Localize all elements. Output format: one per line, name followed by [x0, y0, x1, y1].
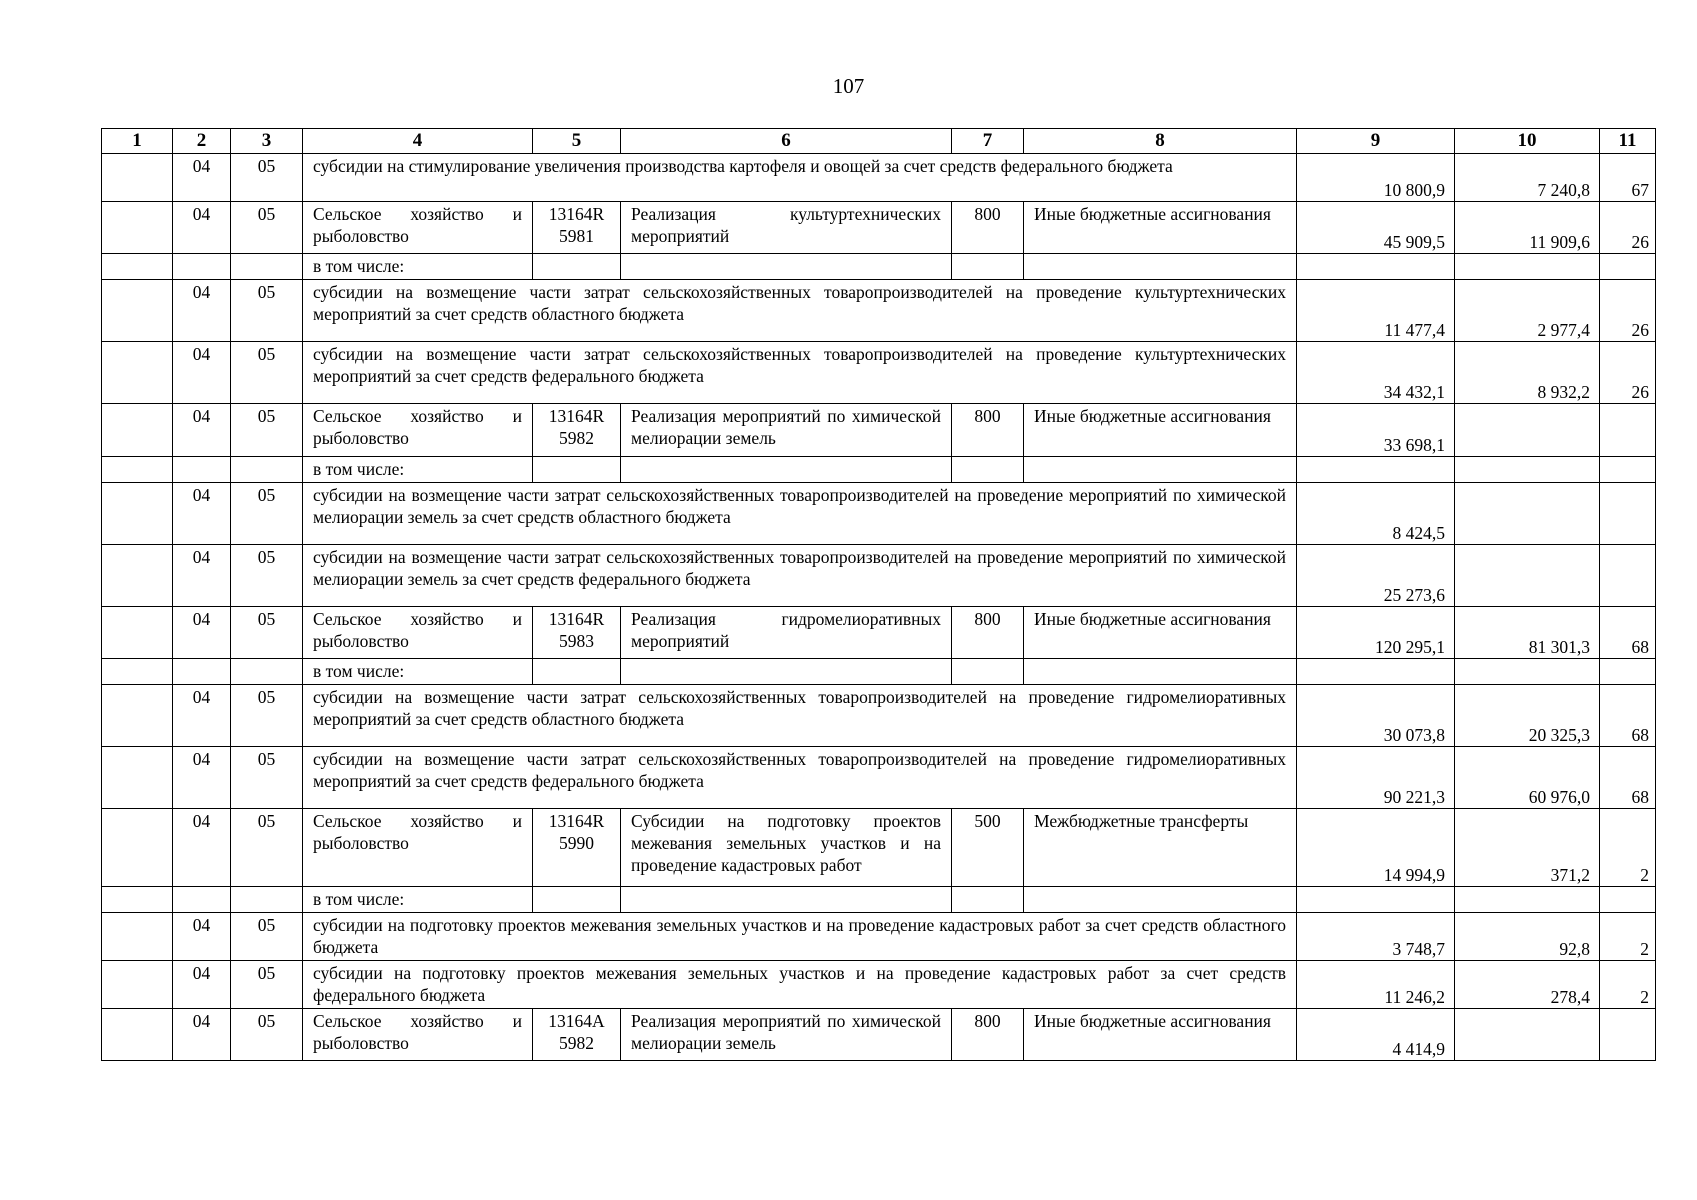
amount-col9: 33 698,1	[1297, 404, 1455, 457]
value-col11	[1600, 483, 1656, 545]
including-label: в том числе:	[303, 254, 533, 280]
value-col11: 68	[1600, 607, 1656, 659]
column-header-10: 10	[1455, 129, 1600, 154]
section-name: Сельское хозяйство и рыболовство	[303, 809, 533, 887]
expense-type-name: Иные бюджетные ассигнования	[1024, 404, 1297, 457]
cell-col9	[1297, 887, 1455, 913]
cell-col1	[102, 659, 173, 685]
cell-col7	[952, 659, 1024, 685]
section-name: Сельское хозяйство и рыболовство	[303, 1009, 533, 1061]
amount-col9: 45 909,5	[1297, 202, 1455, 254]
cell-col11	[1600, 457, 1656, 483]
value-col11: 26	[1600, 280, 1656, 342]
subsection-code: 05	[231, 545, 303, 607]
section-code: 04	[173, 280, 231, 342]
table-row	[102, 202, 1656, 254]
amount-col9: 10 800,9	[1297, 154, 1455, 202]
section-code: 04	[173, 483, 231, 545]
amount-col10: 60 976,0	[1455, 747, 1600, 809]
amount-col9: 30 073,8	[1297, 685, 1455, 747]
value-col11: 2	[1600, 809, 1656, 887]
expense-type-code: 500	[952, 809, 1024, 887]
cell-col1	[102, 254, 173, 280]
cell-subsection	[231, 887, 303, 913]
table-row	[102, 457, 1656, 483]
section-name: Сельское хозяйство и рыболовство	[303, 202, 533, 254]
cell-section	[173, 254, 231, 280]
subsidy-description: субсидии на возмещение части затрат сельскохозяйственных товаропроизводителей на проведение культуртехнических мероприятий за счет средств областного бюджета	[303, 280, 1297, 342]
table-row	[102, 659, 1656, 685]
page-number: 107	[832, 74, 865, 98]
value-col11	[1600, 1009, 1656, 1061]
section-code: 04	[173, 342, 231, 404]
expense-type-name: Иные бюджетные ассигнования	[1024, 607, 1297, 659]
table-row	[102, 545, 1656, 607]
cell-col9	[1297, 457, 1455, 483]
cell-subsection	[231, 659, 303, 685]
target-code: 13164R 5981	[533, 202, 621, 254]
budget-table	[101, 128, 1656, 1061]
table-row	[102, 809, 1656, 887]
subsection-code: 05	[231, 913, 303, 961]
column-header-row	[102, 129, 1656, 154]
amount-col10: 92,8	[1455, 913, 1600, 961]
expense-type-name: Иные бюджетные ассигнования	[1024, 1009, 1297, 1061]
section-code: 04	[173, 961, 231, 1009]
cell-col1	[102, 280, 173, 342]
program-name: Реализация мероприятий по химической мелиорации земель	[621, 404, 952, 457]
subsidy-description: субсидии на возмещение части затрат сельскохозяйственных товаропроизводителей на проведение гидромелиоративных мероприятий за счет средств областного бюджета	[303, 685, 1297, 747]
amount-col9: 3 748,7	[1297, 913, 1455, 961]
cell-col8	[1024, 457, 1297, 483]
section-code: 04	[173, 809, 231, 887]
cell-col6	[621, 887, 952, 913]
table-row	[102, 254, 1656, 280]
cell-col6	[621, 254, 952, 280]
table-row	[102, 404, 1656, 457]
section-code: 04	[173, 913, 231, 961]
section-code: 04	[173, 1009, 231, 1061]
cell-col1	[102, 545, 173, 607]
cell-col1	[102, 913, 173, 961]
cell-col8	[1024, 659, 1297, 685]
cell-subsection	[231, 457, 303, 483]
value-col11: 26	[1600, 342, 1656, 404]
cell-col10	[1455, 887, 1600, 913]
column-header-3: 3	[231, 129, 303, 154]
subsection-code: 05	[231, 961, 303, 1009]
section-name: Сельское хозяйство и рыболовство	[303, 607, 533, 659]
table-row	[102, 747, 1656, 809]
cell-col5	[533, 887, 621, 913]
subsidy-description: субсидии на возмещение части затрат сельскохозяйственных товаропроизводителей на проведение мероприятий по химической мелиорации земель за счет средств федерального бюджета	[303, 545, 1297, 607]
subsection-code: 05	[231, 404, 303, 457]
cell-col7	[952, 457, 1024, 483]
amount-col10: 7 240,8	[1455, 154, 1600, 202]
column-header-9: 9	[1297, 129, 1455, 154]
amount-col10	[1455, 1009, 1600, 1061]
cell-section	[173, 457, 231, 483]
cell-col10	[1455, 254, 1600, 280]
column-header-2: 2	[173, 129, 231, 154]
value-col11	[1600, 545, 1656, 607]
section-code: 04	[173, 202, 231, 254]
section-code: 04	[173, 747, 231, 809]
cell-col1	[102, 887, 173, 913]
value-col11: 2	[1600, 961, 1656, 1009]
cell-col1	[102, 404, 173, 457]
amount-col10: 11 909,6	[1455, 202, 1600, 254]
table-row	[102, 685, 1656, 747]
cell-subsection	[231, 254, 303, 280]
cell-col1	[102, 457, 173, 483]
column-header-8: 8	[1024, 129, 1297, 154]
cell-col1	[102, 685, 173, 747]
subsection-code: 05	[231, 607, 303, 659]
amount-col10	[1455, 545, 1600, 607]
subsidy-description: субсидии на возмещение части затрат сельскохозяйственных товаропроизводителей на проведение культуртехнических мероприятий за счет средств федерального бюджета	[303, 342, 1297, 404]
amount-col9: 4 414,9	[1297, 1009, 1455, 1061]
table-row	[102, 280, 1656, 342]
subsection-code: 05	[231, 202, 303, 254]
section-code: 04	[173, 404, 231, 457]
subsection-code: 05	[231, 483, 303, 545]
program-name: Реализация гидромелиоративных мероприятий	[621, 607, 952, 659]
amount-col9: 25 273,6	[1297, 545, 1455, 607]
cell-section	[173, 887, 231, 913]
section-code: 04	[173, 154, 231, 202]
amount-col10: 2 977,4	[1455, 280, 1600, 342]
target-code: 13164R 5982	[533, 404, 621, 457]
program-name: Субсидии на подготовку проектов межевания земельных участков и на проведение кадастровых работ	[621, 809, 952, 887]
expense-type-name: Межбюджетные трансферты	[1024, 809, 1297, 887]
subsidy-description: субсидии на подготовку проектов межевания земельных участков и на проведение кадастровых работ за счет средств областного бюджета	[303, 913, 1297, 961]
table-row	[102, 154, 1656, 202]
subsidy-description: субсидии на подготовку проектов межевания земельных участков и на проведение кадастровых работ за счет средств федерального бюджета	[303, 961, 1297, 1009]
section-code: 04	[173, 607, 231, 659]
subsection-code: 05	[231, 747, 303, 809]
cell-col1	[102, 342, 173, 404]
program-name: Реализация мероприятий по химической мелиорации земель	[621, 1009, 952, 1061]
cell-col10	[1455, 659, 1600, 685]
cell-col10	[1455, 457, 1600, 483]
column-header-4: 4	[303, 129, 533, 154]
column-header-6: 6	[621, 129, 952, 154]
amount-col9: 34 432,1	[1297, 342, 1455, 404]
column-header-11: 11	[1600, 129, 1656, 154]
table-body	[102, 154, 1656, 1061]
section-code: 04	[173, 545, 231, 607]
target-code: 13164R 5983	[533, 607, 621, 659]
table-row	[102, 483, 1656, 545]
cell-col9	[1297, 254, 1455, 280]
cell-col5	[533, 254, 621, 280]
cell-col6	[621, 659, 952, 685]
cell-col1	[102, 1009, 173, 1061]
value-col11: 68	[1600, 685, 1656, 747]
table-row	[102, 1009, 1656, 1061]
column-header-1: 1	[102, 129, 173, 154]
cell-col11	[1600, 659, 1656, 685]
cell-col1	[102, 747, 173, 809]
cell-col1	[102, 607, 173, 659]
amount-col9: 8 424,5	[1297, 483, 1455, 545]
including-label: в том числе:	[303, 457, 533, 483]
amount-col10: 20 325,3	[1455, 685, 1600, 747]
expense-type-name: Иные бюджетные ассигнования	[1024, 202, 1297, 254]
amount-col10: 278,4	[1455, 961, 1600, 1009]
expense-type-code: 800	[952, 607, 1024, 659]
subsection-code: 05	[231, 809, 303, 887]
subsection-code: 05	[231, 1009, 303, 1061]
table-row	[102, 887, 1656, 913]
program-name: Реализация культуртехнических мероприятий	[621, 202, 952, 254]
subsidy-description: субсидии на возмещение части затрат сельскохозяйственных товаропроизводителей на проведение мероприятий по химической мелиорации земель за счет средств областного бюджета	[303, 483, 1297, 545]
section-name: Сельское хозяйство и рыболовство	[303, 404, 533, 457]
amount-col10	[1455, 404, 1600, 457]
amount-col10	[1455, 483, 1600, 545]
cell-col1	[102, 202, 173, 254]
amount-col9: 120 295,1	[1297, 607, 1455, 659]
cell-col6	[621, 457, 952, 483]
including-label: в том числе:	[303, 659, 533, 685]
cell-section	[173, 659, 231, 685]
cell-col11	[1600, 887, 1656, 913]
cell-col8	[1024, 254, 1297, 280]
cell-col11	[1600, 254, 1656, 280]
amount-col9: 11 477,4	[1297, 280, 1455, 342]
amount-col10: 8 932,2	[1455, 342, 1600, 404]
subsection-code: 05	[231, 154, 303, 202]
expense-type-code: 800	[952, 202, 1024, 254]
section-code: 04	[173, 685, 231, 747]
subsidy-description: субсидии на стимулирование увеличения производства картофеля и овощей за счет средств федерального бюджета	[303, 154, 1297, 202]
amount-col9: 90 221,3	[1297, 747, 1455, 809]
amount-col9: 11 246,2	[1297, 961, 1455, 1009]
value-col11: 2	[1600, 913, 1656, 961]
amount-col10: 371,2	[1455, 809, 1600, 887]
subsection-code: 05	[231, 342, 303, 404]
including-label: в том числе:	[303, 887, 533, 913]
cell-col8	[1024, 887, 1297, 913]
column-header-7: 7	[952, 129, 1024, 154]
target-code: 13164A 5982	[533, 1009, 621, 1061]
table-row	[102, 342, 1656, 404]
subsidy-description: субсидии на возмещение части затрат сельскохозяйственных товаропроизводителей на проведение гидромелиоративных мероприятий за счет средств федерального бюджета	[303, 747, 1297, 809]
value-col11	[1600, 404, 1656, 457]
subsection-code: 05	[231, 280, 303, 342]
cell-col5	[533, 457, 621, 483]
value-col11: 67	[1600, 154, 1656, 202]
table-row	[102, 913, 1656, 961]
cell-col9	[1297, 659, 1455, 685]
value-col11: 26	[1600, 202, 1656, 254]
table-row	[102, 607, 1656, 659]
expense-type-code: 800	[952, 1009, 1024, 1061]
cell-col7	[952, 887, 1024, 913]
cell-col5	[533, 659, 621, 685]
subsection-code: 05	[231, 685, 303, 747]
cell-col7	[952, 254, 1024, 280]
cell-col1	[102, 961, 173, 1009]
cell-col1	[102, 154, 173, 202]
amount-col10: 81 301,3	[1455, 607, 1600, 659]
expense-type-code: 800	[952, 404, 1024, 457]
value-col11: 68	[1600, 747, 1656, 809]
cell-col1	[102, 809, 173, 887]
amount-col9: 14 994,9	[1297, 809, 1455, 887]
column-header-5: 5	[533, 129, 621, 154]
cell-col1	[102, 483, 173, 545]
target-code: 13164R 5990	[533, 809, 621, 887]
table-row	[102, 961, 1656, 1009]
